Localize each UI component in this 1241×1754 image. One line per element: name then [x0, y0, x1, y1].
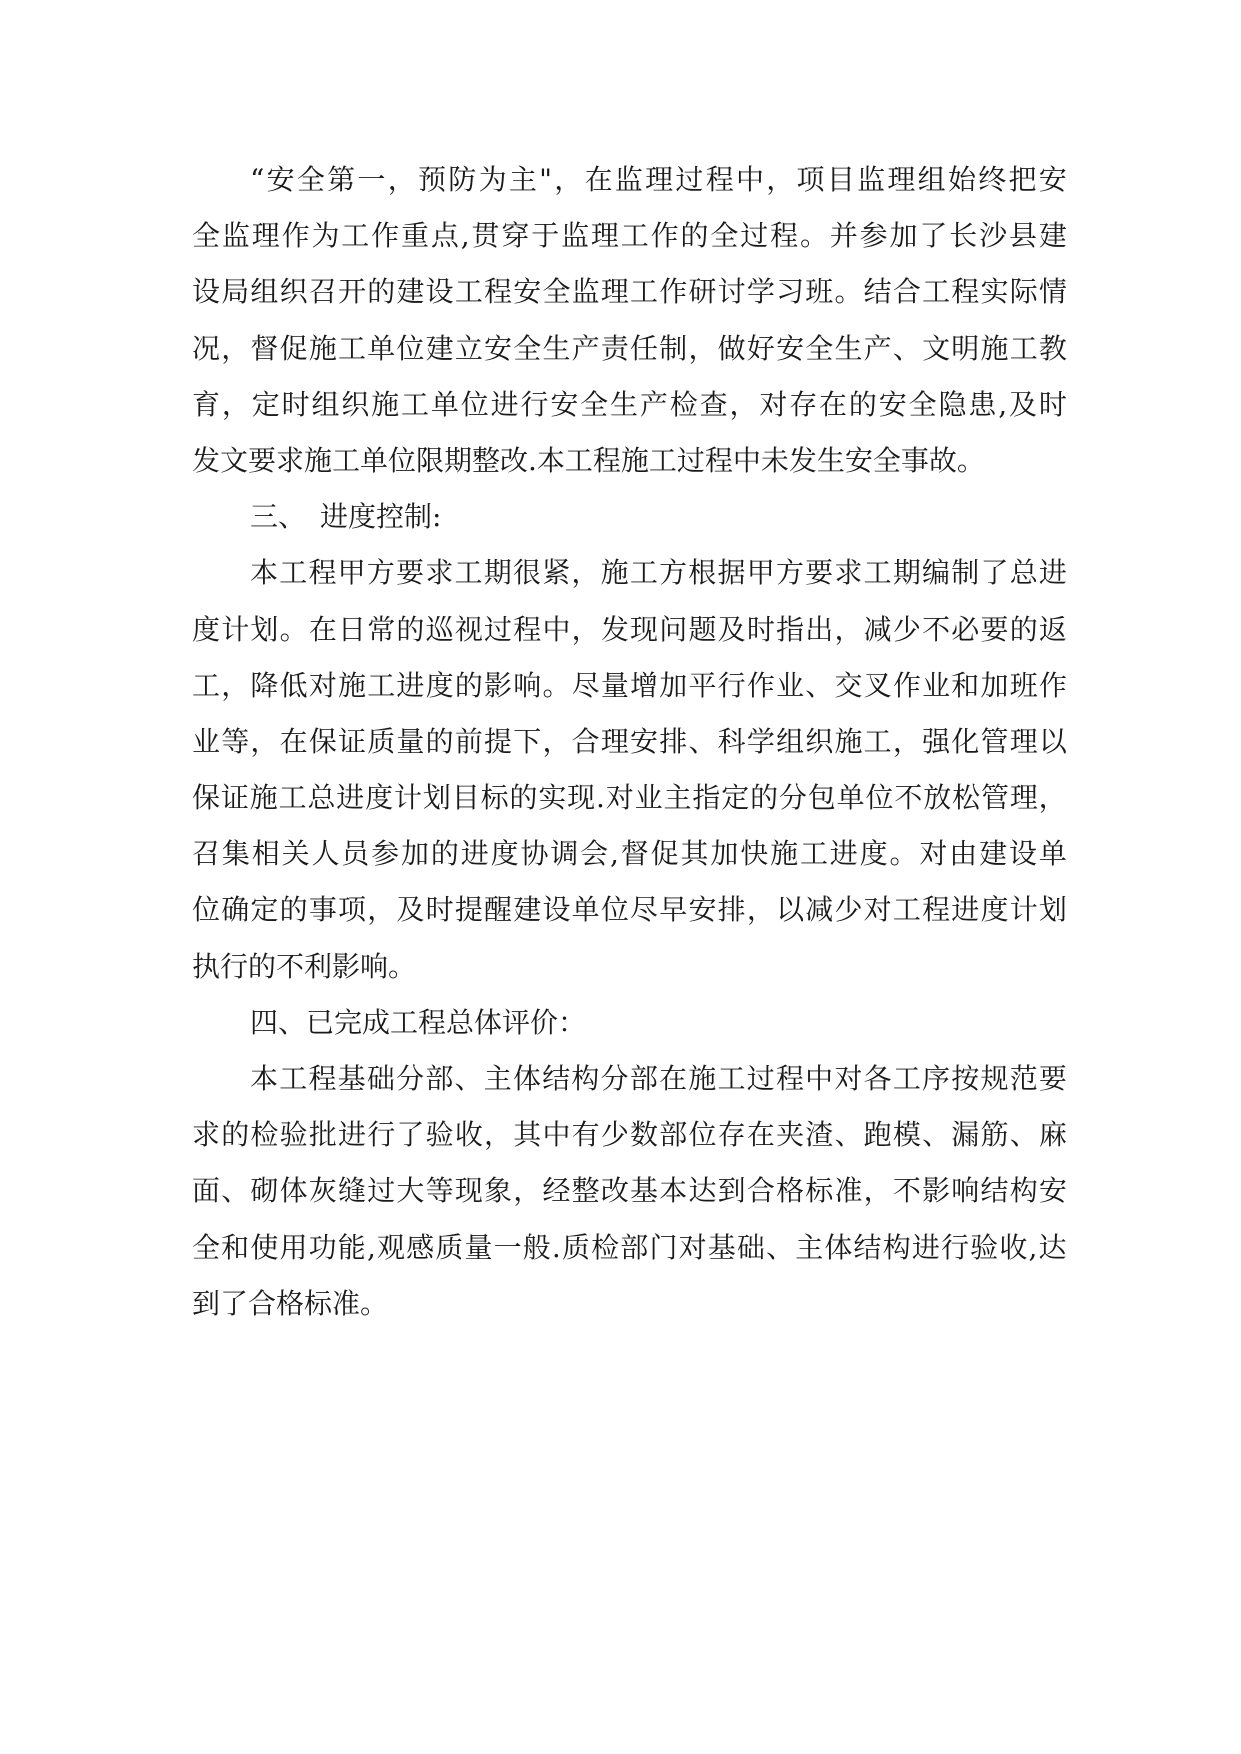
text-line: 求 的 检 验 批 进 行 了 验 收 ， 其 中 有 少 数 部 位 存 在 夹 渣 、 跑 模 、 漏 筋 、 麻 [192, 1118, 1067, 1152]
text-line: 况 ， 督 促 施 工 单 位 建 立 安 全 生 产 责 任 制 ， 做 好 安 全 生 产 、 文 明 施 工 教 [192, 331, 1067, 365]
text-line: 全 和 使 用 功 能 , 观 感 质 量 一 般 . 质 检 部 门 对 基 础 、 主 体 结 构 进 行 验 收 , 达 [192, 1230, 1067, 1264]
text-line: 工 ， 降 低 对 施 工 进 度 的 影 响 。 尽 量 增 加 平 行 作 业 、 交 叉 作 业 和 加 班 作 [192, 668, 1067, 702]
text-line: 本 工 程 基 础 分 部 、 主 体 结 构 分 部 在 施 工 过 程 中 对 各 工 序 按 规 范 要 [250, 1062, 1067, 1095]
text-line: 面 、 砌 体 灰 缝 过 大 等 现 象 ， 经 整 改 基 本 达 到 合 格 标 准 ， 不 影 响 结 构 安 [192, 1174, 1067, 1208]
text-line: 发文要求施工单位限期整改.本工程施工过程中未发生安全事故。 [192, 443, 985, 477]
text-line: 设 局 组 织 召 开 的 建 设 工 程 安 全 监 理 工 作 研 讨 学 习 班 。 结 合 工 程 实 际 情 [192, 275, 1067, 309]
text-line: 度 计 划 。 在 日 常 的 巡 视 过 程 中 ， 发 现 问 题 及 时 指 出 ， 减 少 不 必 要 的 返 [192, 612, 1067, 646]
text-line: 本 工 程 甲 方 要 求 工 期 很 紧 ， 施 工 方 根 据 甲 方 要 求 工 期 编 制 了 总 进 [250, 556, 1067, 590]
text-line: 保 证 施 工 总 进 度 计 划 目 标 的 实 现 . 对 业 主 指 定 的 分 包 单 位 不 放 松 管 理 ， [192, 781, 1067, 815]
text-line: 育 ， 定 时 组 织 施 工 单 位 进 行 安 全 生 产 检 查 ， 对 存 在 的 安 全 隐 患 , 及 时 [192, 387, 1067, 421]
document-body [192, 152, 1067, 1332]
text-line: 业 等 ， 在 保 证 质 量 的 前 提 下 ， 合 理 安 排 、 科 学 组 织 施 工 ， 强 化 管 理 以 [192, 724, 1067, 758]
section-heading-schedule-control: 三、 进度控制: [250, 500, 442, 534]
text-line: 全 监 理 作 为 工 作 重 点 , 贯 穿 于 监 理 工 作 的 全 过 程 。 并 参 加 了 长 沙 县 建 [192, 219, 1067, 253]
text-line: 执行的不利影响。 [192, 949, 417, 983]
text-line: 到了合格标准。 [192, 1286, 389, 1320]
text-line: “ 安 全 第 一 ， 预 防 为 主 " ， 在 监 理 过 程 中 ， 项 目 监 理 组 始 终 把 安 [250, 163, 1067, 196]
text-line: 位 确 定 的 事 项 ， 及 时 提 醒 建 设 单 位 尽 早 安 排 ， 以 减 少 对 工 程 进 度 计 划 [192, 893, 1067, 927]
text-line: 召 集 相 关 人 员 参 加 的 进 度 协 调 会 , 督 促 其 加 快 施 工 进 度 。 对 由 建 设 单 [192, 837, 1067, 871]
section-heading-overall-evaluation: 四、已完成工程总体评价： [250, 1005, 587, 1039]
